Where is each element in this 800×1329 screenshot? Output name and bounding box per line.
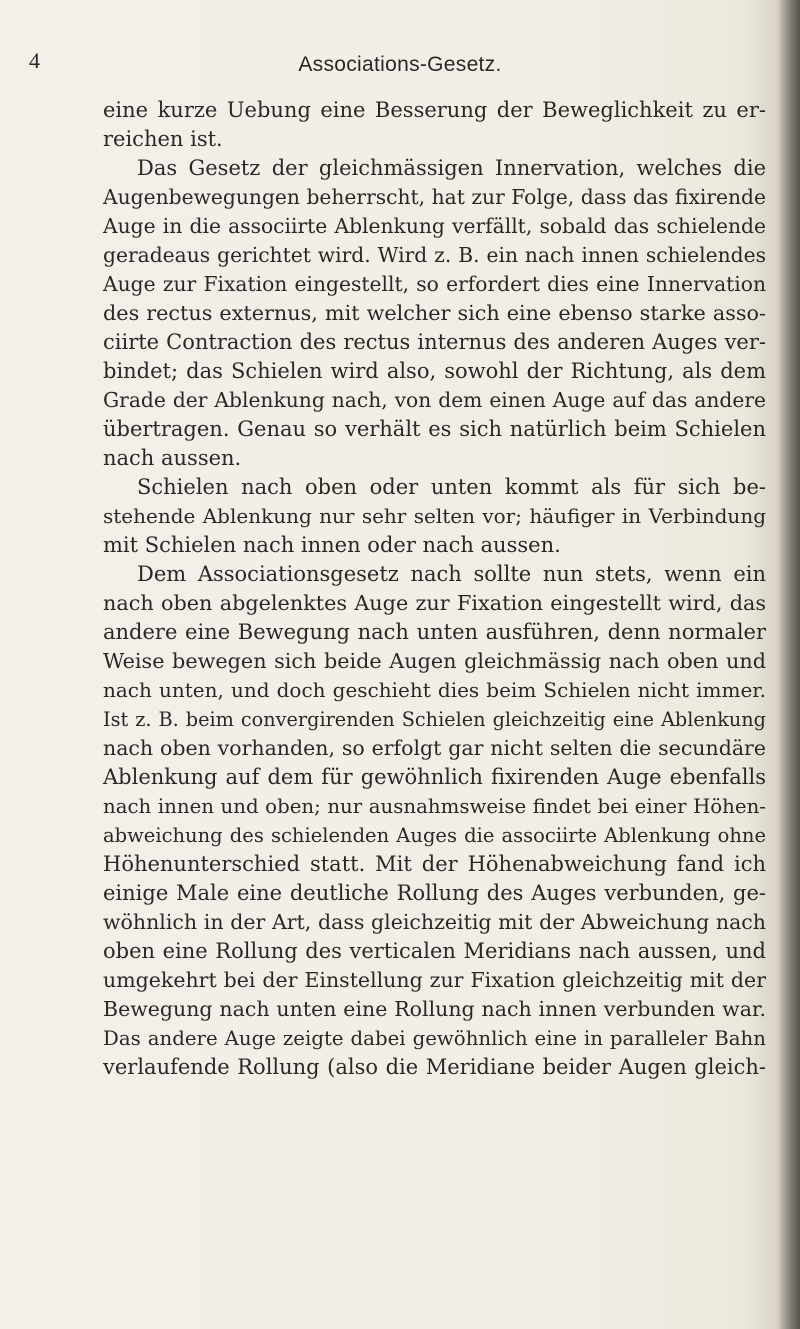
text-line: bindet; das Schielen wird also, sowohl der Richtung, als dem [103,359,766,383]
text-line: umgekehrt bei der Einstellung zur Fixation gleichzeitig mit der [103,968,766,992]
text-line: mit Schielen nach innen oder nach aussen. [103,533,561,557]
text-line: Dem Associationsgesetz nach sollte nun stets, wenn ein [137,562,766,586]
text-line: abweichung des schielenden Auges die associirte Ablenkung ohne [103,824,766,847]
text-line: übertragen. Genau so verhält es sich natürlich beim Schielen [103,417,766,441]
text-line: andere eine Bewegung nach unten ausführen, denn normaler [103,620,766,644]
text-line: Schielen nach oben oder unten kommt als für sich be- [137,475,766,499]
text-line: nach unten, und doch geschieht dies beim Schielen nicht immer. [103,678,766,702]
text-line: Ablenkung auf dem für gewöhnlich fixirenden Auge ebenfalls [103,765,766,789]
text-line: Höhenunterschied statt. Mit der Höhenabweichung fand ich [103,852,766,876]
text-line: ciirte Contraction des rectus internus des anderen Auges ver- [103,330,766,354]
text-line: nach aussen. [103,446,242,470]
text-line: nach innen und oben; nur ausnahmsweise findet bei einer Höhen- [103,795,766,818]
running-head: Associations-Gesetz. [298,53,502,76]
page-number: 4 [29,48,40,73]
text-line: Ist z. B. beim convergirenden Schielen gleichzeitig eine Ablenkung [103,708,766,731]
page-edge-shadow [778,0,800,1329]
text-line: einige Male eine deutliche Rollung des Auges verbunden, ge- [103,881,766,905]
text-line: stehende Ablenkung nur sehr selten vor; häufiger in Verbindung [103,504,766,528]
text-line: Bewegung nach unten eine Rollung nach innen verbunden war. [103,997,766,1021]
text-line: Das Gesetz der gleichmässigen Innervation, welches die [137,156,766,180]
text-line: Augenbewegungen beherrscht, hat zur Folge, dass das fixirende [103,185,766,209]
text-line: oben eine Rollung des verticalen Meridians nach aussen, und [103,939,766,963]
text-line: Das andere Auge zeigte dabei gewöhnlich eine in paralleler Bahn [103,1027,766,1050]
text-line: verlaufende Rollung (also die Meridiane beider Augen gleich- [103,1055,766,1079]
text-line: geradeaus gerichtet wird. Wird z. B. ein nach innen schielendes [103,243,766,267]
text-line: Grade der Ablenkung nach, von dem einen Auge auf das andere [103,388,766,412]
text-line: Auge in die associirte Ablenkung verfällt, sobald das schielende [103,214,766,238]
body-text [103,96,766,1082]
text-line: reichen ist. [103,127,223,151]
text-line: des rectus externus, mit welcher sich eine ebenso starke asso- [103,301,766,325]
text-line: eine kurze Uebung eine Besserung der Beweglichkeit zu er- [103,98,766,122]
text-line: Auge zur Fixation eingestellt, so erfordert dies eine Innervation [103,272,766,296]
text-line: Weise bewegen sich beide Augen gleichmässig nach oben und [103,649,766,673]
text-line: nach oben abgelenktes Auge zur Fixation eingestellt wird, das [103,591,766,615]
text-line: nach oben vorhanden, so erfolgt gar nicht selten die secundäre [103,736,766,760]
text-line: wöhnlich in der Art, dass gleichzeitig mit der Abweichung nach [103,910,766,934]
